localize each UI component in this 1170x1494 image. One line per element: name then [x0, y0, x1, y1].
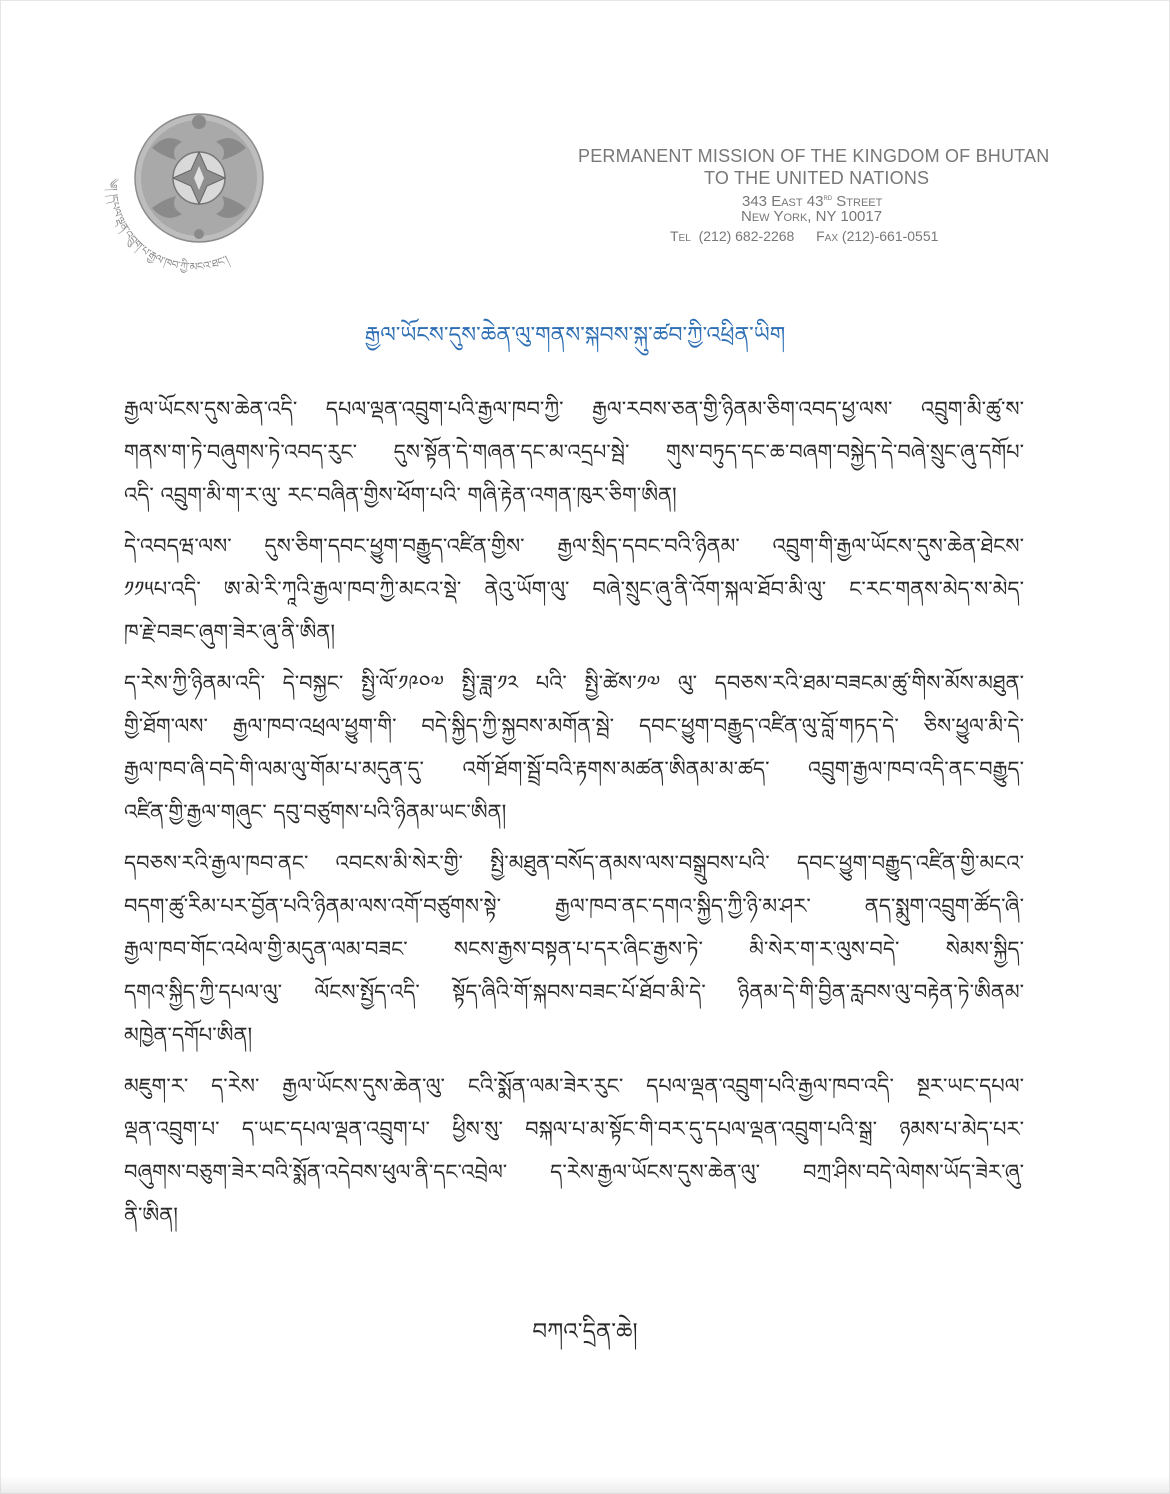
paragraph-1 [124, 388, 1024, 517]
body-line: དབཅས་རའི་རྒྱལ་ཁབ་ནང་ འབངས་མི་སེར་གྱི་ སྤྱི་མཐུན་བསོད་ནམས་ལས་བསྒྲུབས་པའི་ དབང་ཕྱུག་བརྒྱུད་འཛིན་གྱི་མངའ་ [124, 851, 1024, 875]
body-line: གནས་ག་ཏེ་བཞུགས་ཏེ་འབད་རུང་ དུས་སྟོན་དེ་གཞན་དང་མ་འདྲཔ་སྦེ་ གུས་བཏུད་དང་ཆ་བཞག་བསྐྱེད་དེ་བཞེ་སྲུང་ཞུ་དགོཔ་ [124, 440, 1024, 464]
seal-inscription: ༄། །དཔལ་ལྡན་འབྲུག་པ་རྒྱལ་ཁབ་ཀྱི་མངའ་ཐང་། [106, 177, 231, 274]
body-line: ད་རེས་ཀྱི་ཉིནམ་འདི་ དེ་བསྐྱང་ སྤྱི་ལོ་༡༩༠༧ སྤྱི་ཟླ་༡༢ པའི་ སྤྱི་ཚེས་༡༧ ལུ་ དབཅས་རའི་ཐམ་བཟངམ་ཚུ་གིས་མོས་མཐུན་ [124, 671, 1024, 695]
body-line: དགའ་སྐྱིད་ཀྱི་དཔལ་ལུ་ ལོངས་སྤྱོད་འདི་ སྟོད་ཞིའི་གོ་སྐབས་བཟང་པོ་ཐོབ་མི་དེ་ ཉིནམ་དེ་གི་བྱིན་རླབས་ལུ་བརྟེན་ཏེ་ཨིནམ་ [124, 980, 1024, 1004]
letter-body [124, 388, 1024, 1245]
body-line: གྱི་ཐོག་ལས་ རྒྱལ་ཁབ་འཕྲལ་ཕྱུག་གི་ བདེ་སྐྱིད་ཀྱི་སྐྱབས་མགོན་སྦེ་ དབང་ཕྱུག་བརྒྱུད་འཛིན་ལུ་བློ་གཏད་དེ་ ཅིས་ཕྱུལ་མི་དེ་ [124, 714, 1024, 738]
paragraph-3 [124, 662, 1024, 834]
body-line: འདི་ འབྲུག་མི་ག་ར་ལུ་ རང་བཞིན་གྱིས་ཕོག་པའི་ གཞི་རྟེན་འགན་ཁུར་ཅིག་ཨིན། [124, 483, 677, 507]
paragraph-5 [124, 1065, 1024, 1237]
tel-label: Tel [670, 228, 691, 244]
letterhead-un-line: TO THE UNITED NATIONS [704, 168, 930, 188]
letterhead-city-address: New York, NY 10017 [741, 208, 883, 225]
body-line: རྒྱལ་ཡོངས་དུས་ཆེན་འདི་ དཔལ་ལྡན་འབྲུག་པའི་རྒྱལ་ཁབ་ཀྱི་ རྒྱལ་རབས་ཅན་གྱི་ཉིནམ་ཅིག་འབད་ཕྱ་ལས་ འབྲུག་མི་ཚུ་ས་ [124, 397, 1024, 421]
letterhead-contact [670, 228, 938, 244]
body-line: ༡༡༥པ་འདི་ ཨ་མེ་རི་ཀཱའི་རྒྱལ་ཁབ་ཀྱི་མངའ་སྡེ་ ནེའུ་ཡོག་ལུ་ བཞེ་སྲུང་ཞུ་ནི་འོག་སྐལ་ཐོབ་མི་ལུ་ ང་རང་གནས་མེད་ས་མེད་ [124, 577, 1024, 601]
letterhead-street-address: 343 East 43rd Street [742, 192, 883, 210]
fax-label: Fax [816, 228, 839, 244]
body-line: མཇུག་ར་ ད་རེས་ རྒྱལ་ཡོངས་དུས་ཆེན་ལུ་ ངའི་སྨོན་ལམ་ཟེར་རུང་ དཔལ་ལྡན་འབྲུག་པའི་རྒྱལ་ཁབ་འདི་ སྔར་ཡང་དཔལ་ [124, 1074, 1024, 1098]
body-line: རྒྱལ་ཁབ་ཞི་བདེ་གི་ལམ་ལུ་གོམ་པ་མདུན་དུ་ འགོ་ཐོག་སྦྲོ་བའི་རྟགས་མཚན་ཨིནམ་མ་ཚད་ འབྲུག་རྒྱལ་ཁབ་འདི་ནང་བརྒྱུད་ [124, 757, 1024, 781]
body-line: རྒྱལ་ཁབ་གོང་འཕེལ་གྱི་མདུན་ལམ་བཟང་ སངས་རྒྱས་བསྟན་པ་དར་ཞིང་རྒྱས་ཏེ་ མི་སེར་ག་ར་ལུས་བདེ་ སེམས་སྐྱིད་ [124, 937, 1024, 961]
body-line: འཛིན་གྱི་རྒྱལ་གཞུང་ དབུ་བཙུགས་པའི་ཉིནམ་ཡང་ཨིན། [124, 800, 507, 824]
closing-thanks: བཀའ་དྲིན་ཆེ། [532, 1319, 638, 1345]
body-line: མཁྱེན་དགོཔ་ཨིན། [124, 1023, 253, 1047]
letterhead-mission-line: PERMANENT MISSION OF THE KINGDOM OF BHUTAN [578, 146, 1050, 166]
body-line: ནི་ཨིན། [124, 1203, 178, 1227]
fax-number: (212)-661-0551 [841, 228, 939, 244]
paragraph-2 [124, 525, 1024, 654]
paragraph-4 [124, 842, 1024, 1057]
body-line: དེ་འབདཝ་ལས་ དུས་ཅིག་དབང་ཕྱུག་བརྒྱུད་འཛིན་གྱིས་ རྒྱལ་སྲིད་དབང་བའི་ཉིནམ་ འབྲུག་གི་རྒྱལ་ཡོངས་དུས་ཆེན་ཐེངས་ [124, 534, 1024, 558]
royal-seal-emblem [98, 108, 284, 278]
body-line: བཞུགས་བཅུག་ཟེར་བའི་སྨོན་འདེབས་ཕུལ་ནི་དང་འབྲེལ་ ད་རེས་རྒྱལ་ཡོངས་དུས་ཆེན་ལུ་ བཀྲ་ཤིས་བདེ་ལེགས་ཡོད་ཟེར་ཞུ་ [124, 1160, 1024, 1184]
body-line: ཁ་རྗེ་བཟང་ཞུག་ཟེར་ཞུ་ནི་ཨིན། [124, 620, 336, 644]
body-line: བདག་ཚུ་རིམ་པར་བྱོན་པའི་ཉིནམ་ལས་འགོ་བཙུགས་སྟེ་ རྒྱལ་ཁབ་ནང་དགའ་སྐྱིད་ཀྱི་ཉི་མ་ཤར་ ནད་སྨུག་འབྲུག་ཚོད་ཞི་ [124, 894, 1024, 918]
body-line: ལྡན་འབྲུག་པ་ ད་ཡང་དཔལ་ལྡན་འབྲུག་པ་ ཕྱིས་སུ་ བསྐལ་པ་མ་སྟོང་གི་བར་དུ་དཔལ་ལྡན་འབྲུག་པའི་སྒྲ་ ཉམས་པ་མེད་པར་ [124, 1117, 1024, 1141]
letter-title: རྒྱལ་ཡོངས་དུས་ཆེན་ལུ་གནས་སྐབས་སྐུ་ཚབ་ཀྱི་འཕྲིན་ཡིག [364, 323, 786, 348]
tel-number: (212) 682-2268 [698, 228, 795, 244]
